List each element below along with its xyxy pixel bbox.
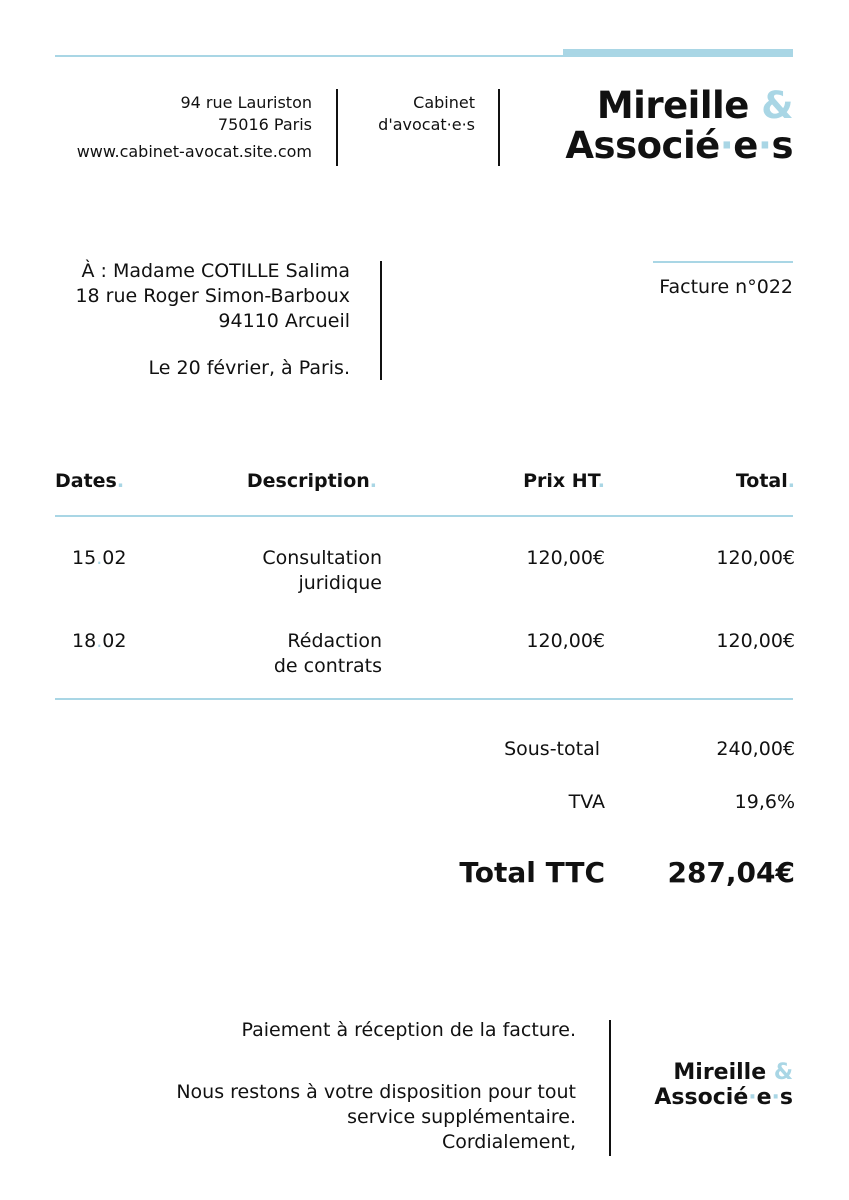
table-row-date: 15.02 bbox=[72, 547, 127, 569]
logo-dot: · bbox=[719, 124, 734, 167]
table-row-price: 120,00€ bbox=[526, 547, 605, 569]
logo-associe: Associé bbox=[565, 124, 720, 167]
table-row-description: Consultation juridique bbox=[262, 547, 382, 594]
header-divider-2 bbox=[498, 89, 500, 166]
closing-note bbox=[176, 1080, 576, 1155]
subtotal-label: Sous-total bbox=[504, 738, 600, 760]
table-footer-rule bbox=[55, 698, 793, 700]
payment-note: Paiement à réception de la facture. bbox=[241, 1019, 576, 1041]
footer-logo: Mireille & Associé·e·s bbox=[654, 1060, 793, 1110]
firm-type-line2: d'avocat·e·s bbox=[378, 115, 475, 134]
col-header-price: Prix HT. bbox=[523, 470, 605, 492]
recipient-name: À : Madame COTILLE Salima bbox=[81, 260, 350, 282]
top-accent-bar bbox=[563, 49, 793, 57]
table-row-description: Rédaction de contrats bbox=[273, 630, 382, 677]
address-city: 75016 Paris bbox=[217, 115, 312, 134]
closing-line2: service supplémentaire. bbox=[347, 1106, 576, 1128]
firm-logo bbox=[565, 86, 793, 166]
recipient-divider bbox=[380, 261, 382, 380]
table-row-total: 120,00€ bbox=[716, 547, 795, 569]
invoice-number: Facture n°022 bbox=[659, 276, 793, 298]
table-row-total: 120,00€ bbox=[716, 630, 795, 652]
header-divider-1 bbox=[336, 89, 338, 166]
closing-signoff: Cordialement, bbox=[441, 1131, 576, 1153]
col-header-dates: Dates. bbox=[55, 470, 125, 492]
recipient-street: 18 rue Roger Simon-Barboux bbox=[75, 285, 350, 307]
footer-divider bbox=[609, 1020, 611, 1156]
vat-value: 19,6% bbox=[734, 791, 795, 813]
recipient-city: 94110 Arcueil bbox=[218, 310, 350, 332]
table-row-date: 18.02 bbox=[72, 630, 127, 652]
recipient-block bbox=[75, 259, 350, 334]
logo-name: Mireille bbox=[596, 84, 749, 127]
table-row-price: 120,00€ bbox=[526, 630, 605, 652]
table-header-rule bbox=[55, 515, 793, 517]
firm-type-line1: Cabinet bbox=[413, 93, 475, 112]
address-street: 94 rue Lauriston bbox=[180, 93, 312, 112]
logo-dot: · bbox=[757, 124, 772, 167]
logo-s: s bbox=[771, 124, 793, 167]
logo-ampersand: & bbox=[761, 84, 793, 127]
col-header-description: Description. bbox=[246, 470, 377, 492]
invoice-date: Le 20 février, à Paris. bbox=[148, 357, 350, 379]
firm-website[interactable]: www.cabinet-avocat.site.com bbox=[76, 142, 312, 161]
col-header-total: Total. bbox=[735, 470, 795, 492]
firm-type bbox=[378, 92, 475, 136]
logo-e: e bbox=[733, 124, 758, 167]
firm-address bbox=[180, 92, 312, 136]
grand-total-label: Total TTC bbox=[459, 856, 605, 889]
vat-label: TVA bbox=[568, 791, 605, 813]
grand-total-value: 287,04€ bbox=[667, 856, 795, 889]
subtotal-value: 240,00€ bbox=[716, 738, 795, 760]
invoice-number-rule bbox=[653, 261, 793, 263]
closing-line1: Nous restons à votre disposition pour tout bbox=[176, 1081, 576, 1103]
